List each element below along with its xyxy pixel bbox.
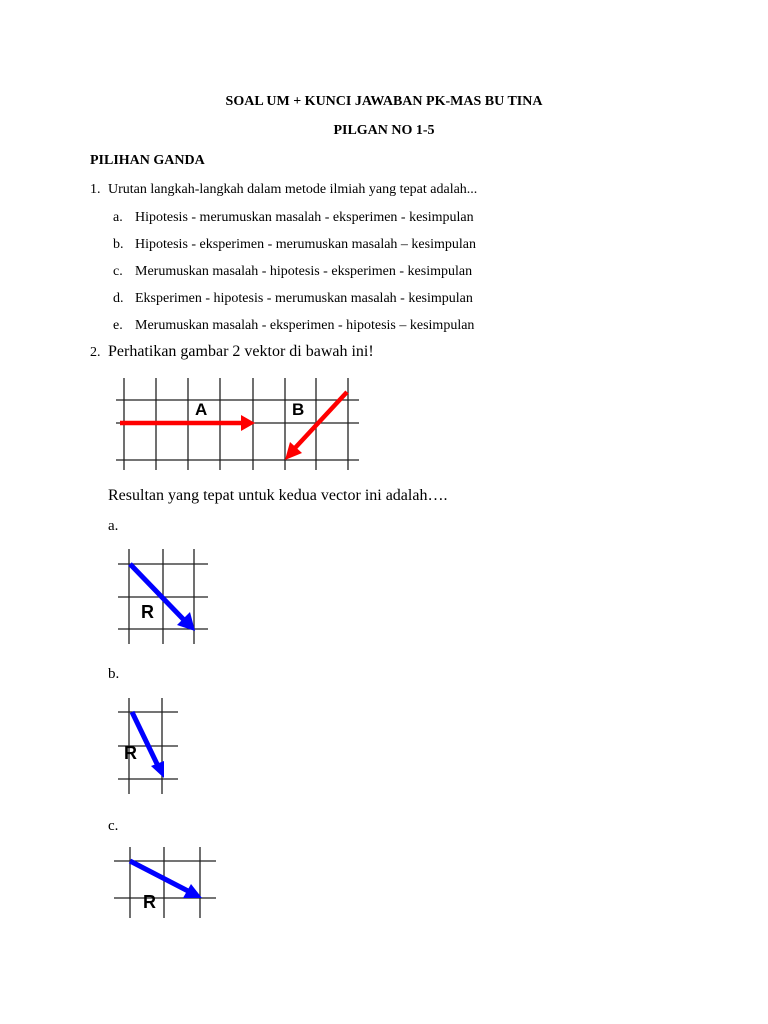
question-number: 2. [90,345,101,360]
option-b-letter: b. [108,666,120,682]
vector-b-label: B [292,400,305,419]
option-letter: b. [113,237,124,252]
document-title: SOAL UM + KUNCI JAWABAN PK-MAS BU TINA [225,94,543,109]
document-subtitle: PILGAN NO 1-5 [333,123,435,138]
question-text: Perhatikan gambar 2 vektor di bawah ini! [108,343,374,360]
option-text: Hipotesis - merumuskan masalah - eksperimen - kesimpulan [135,210,474,225]
option-text: Merumuskan masalah - eksperimen - hipotesis – kesimpulan [135,318,475,333]
option-text: Merumuskan masalah - hipotesis - eksperimen - kesimpulan [135,264,473,279]
resultant-label: R [143,892,156,912]
resultant-label: R [141,602,154,622]
question-text: Urutan langkah-langkah dalam metode ilmiah yang tepat adalah... [108,182,478,197]
option-c-figure [114,846,218,920]
option-a-letter: a. [108,518,119,534]
option-text: Hipotesis - eksperimen - merumuskan masalah – kesimpulan [135,237,476,252]
resultant-label: R [124,743,137,763]
option-a-figure [116,546,216,654]
option-letter: c. [113,264,123,279]
option-letter: a. [113,210,123,225]
resultant-question: Resultan yang tepat untuk kedua vector ini adalah…. [108,487,448,504]
option-c-letter: c. [108,818,119,834]
option-letter: d. [113,291,124,306]
question-number: 1. [90,182,101,197]
section-heading: PILIHAN GANDA [90,153,205,168]
resultant-arrow-c [130,861,202,898]
option-letter: e. [113,318,123,333]
vector-figure [116,376,361,472]
option-b-figure [116,696,182,798]
vector-a-label: A [195,400,208,419]
option-text: Eksperimen - hipotesis - merumuskan masalah - kesimpulan [135,291,473,306]
